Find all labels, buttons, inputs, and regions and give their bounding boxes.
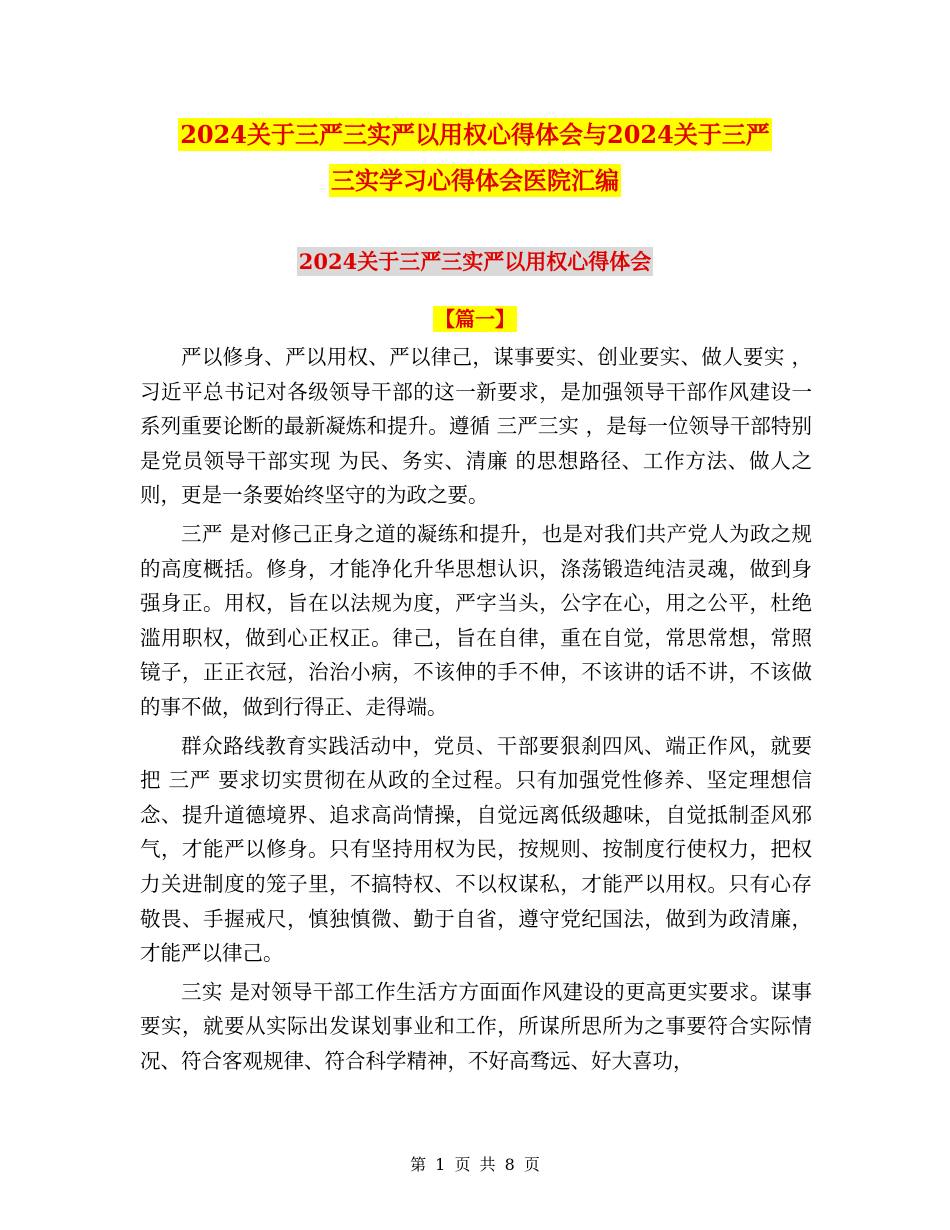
page-footer bbox=[0, 1153, 950, 1177]
chapter-label-text: 【篇一】 bbox=[435, 307, 515, 331]
body-text bbox=[140, 340, 812, 1082]
section-title bbox=[0, 246, 950, 278]
document-title-line-2: 三实学习心得体会医院汇编 bbox=[331, 166, 619, 195]
paragraph: 三严 是对修己正身之道的凝练和提升，也是对我们共产党人为政之规的高度概括。修身，才能净化升华思想认识，涤荡锻造纯洁灵魂，做到身强身正。用权，旨在以法规为度，严字当头，公字在心，用之公平，杜绝滥用职权，做到心正权正。律己，旨在自律，重在自觉，常思常想，常照镜子，正正衣冠，治治小病，不该伸的手不伸，不该讲的话不讲，不该做的事不做，做到行得正、走得端。 bbox=[140, 521, 812, 719]
paragraph: 群众路线教育实践活动中，党员、干部要狠刹四风、端正作风，就要把 三严 要求切实贯彻在从政的全过程。只有加强党性修养、坚定理想信念、提升道德境界、追求高尚情操，自觉远离低级趣味，自觉抵制歪风邪气，才能严以修身。只有坚持用权为民，按规则、按制度行使权力，把权力关进制度的笼子里，不搞特权、不以权谋私，才能严以用权。只有心存敬畏、手握戒尺，慎独慎微、勤于自省，遵守党纪国法，做到为政清廉，才能严以律己。 bbox=[140, 733, 812, 966]
section-title-text: 2024关于三严三实严以用权心得体会 bbox=[298, 249, 652, 274]
paragraph: 严以修身、严以用权、严以律己，谋事要实、创业要实、做人要实 ，习近平总书记对各级领导干部的这一新要求，是加强领导干部作风建设一系列重要论断的最新凝炼和提升。遵循 三严三实 ，是每一位领导干部特别是党员领导干部实现 为民、务实、清廉 的思想路径、工作方法、做人之则，更是一条要始终坚守的为政之要。 bbox=[140, 345, 812, 508]
page-indicator: 第 1 页 共 8 页 bbox=[410, 1155, 540, 1174]
document-title-line-1: 2024关于三严三实严以用权心得体会与2024关于三严 bbox=[180, 120, 770, 149]
document-title bbox=[0, 112, 950, 204]
paragraph: 三实 是对领导干部工作生活方方面面作风建设的更高更实要求。谋事要实，就要从实际出发谋划事业和工作，所谋所思所为之事要符合实际情况、符合客观规律、符合科学精神，不好高骛远、好大喜功， bbox=[140, 979, 812, 1073]
chapter-label bbox=[0, 304, 950, 334]
